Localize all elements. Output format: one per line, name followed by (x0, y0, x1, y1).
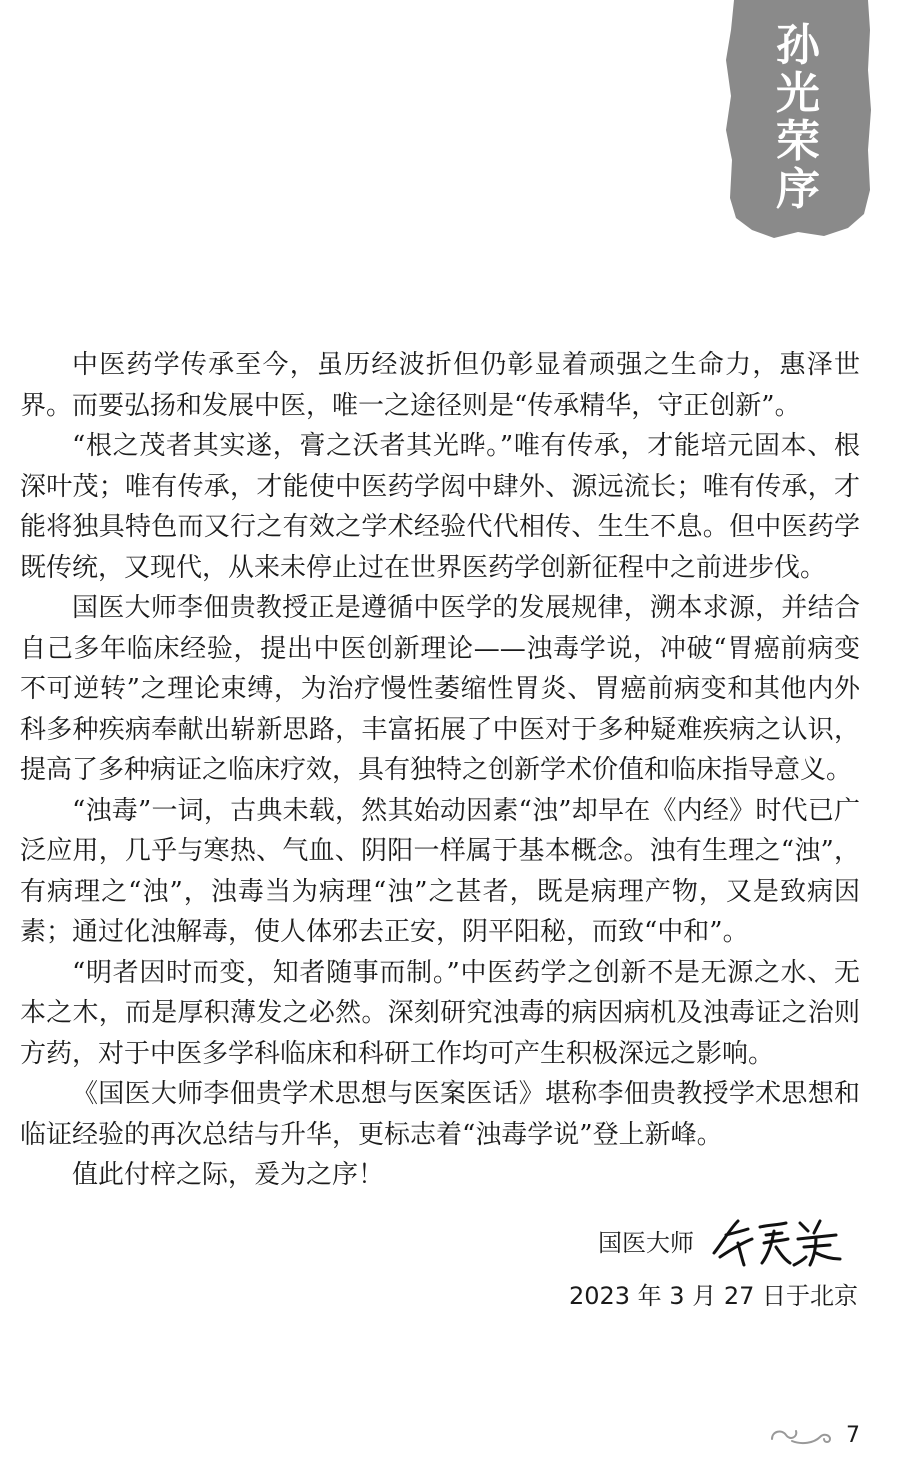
seal-char: 孙 (776, 20, 820, 71)
seal-char: 序 (776, 164, 820, 215)
paragraph: 值此付梓之际，爰为之序！ (72, 1160, 385, 1190)
preface-body (20, 345, 860, 1196)
cloud-ornament-icon (768, 1423, 838, 1447)
paragraph: 国医大师李佃贵教授正是遵循中医学的发展规律，溯本求源，并结合自己多年临床经验，提出中医创新理论——浊毒学说，冲破“胃癌前病变不可逆转”之理论束缚，为治疗慢性萎缩性胃炎、胃癌前病变和其他内外科多种疾病奉献出崭新思路，丰富拓展了中医对于多种疑难疾病之认识，提高了多种病证之临床疗效，具有独特之创新学术价值和临床指导意义。 (20, 593, 860, 785)
date-line: 2023 年 3 月 27 日于北京 (568, 1282, 858, 1310)
title-seal (722, 0, 874, 240)
paragraph: 中医药学传承至今，虽历经波折但仍彰显着顽强之生命力，惠泽世界。而要弘扬和发展中医，唯一之途径则是“传承精华，守正创新”。 (20, 350, 860, 421)
paragraph: “明者因时而变，知者随事而制。”中医药学之创新不是无源之水、无本之木，而是厚积薄发之必然。深刻研究浊毒的病因病机及浊毒证之治则方药，对于中医多学科临床和科研工作均可产生积极深远之影响。 (20, 957, 860, 1069)
page-number: 7 (846, 1422, 860, 1448)
handwritten-signature (708, 1213, 858, 1267)
signature-line (598, 1210, 858, 1270)
paragraph: “根之茂者其实遂，膏之沃者其光晔。”唯有传承，才能培元固本、根深叶茂；唯有传承，才能使中医药学闳中肆外、源远流长；唯有传承，才能将独具特色而又行之有效之学术经验代代相传、生生不息。但中医药学既传统，又现代，从来未停止过在世界医药学创新征程中之前进步伐。 (20, 431, 860, 583)
seal-char: 荣 (776, 116, 820, 167)
signature-title: 国医大师 (598, 1228, 694, 1257)
paragraph: 《国医大师李佃贵学术思想与医案医话》堪称李佃贵教授学术思想和临证经验的再次总结与升华，更标志着“浊毒学说”登上新峰。 (20, 1079, 860, 1150)
paragraph: “浊毒”一词，古典未载，然其始动因素“浊”却早在《内经》时代已广泛应用，几乎与寒热、气血、阴阳一样属于基本概念。浊有生理之“浊”，有病理之“浊”，浊毒当为病理“浊”之甚者，既是病理产物，又是致病因素；通过化浊解毒，使人体邪去正安，阴平阳秘，而致“中和”。 (20, 795, 860, 947)
seal-char: 光 (776, 68, 820, 119)
seal-title (722, 22, 874, 214)
page-footer (768, 1420, 860, 1450)
